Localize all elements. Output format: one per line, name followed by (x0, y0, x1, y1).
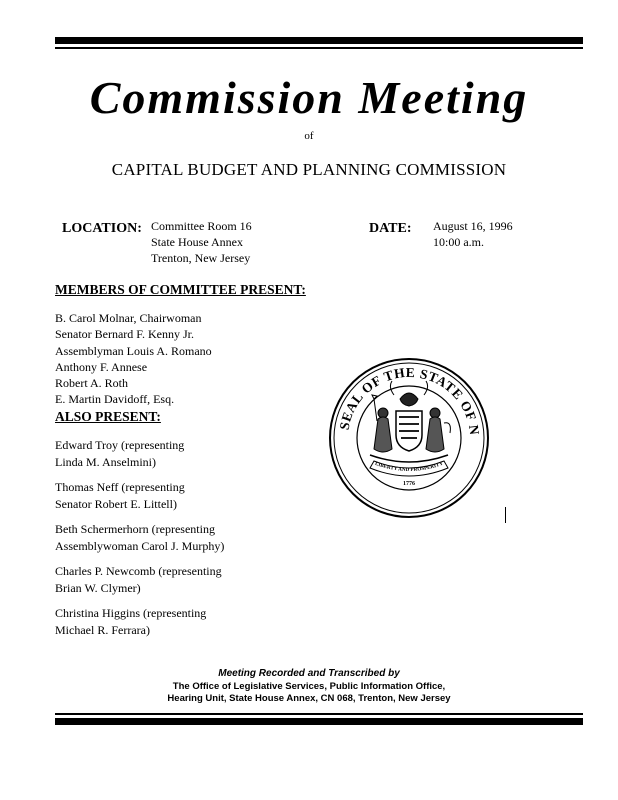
seal-ribbon-text: LIBERTY AND PROSPERITY (374, 460, 444, 474)
members-list (55, 310, 212, 408)
location-line: State House Annex (151, 235, 243, 249)
list-item (55, 521, 224, 554)
also-present-heading: ALSO PRESENT: (55, 409, 161, 424)
attendee-line: Assemblywoman Carol J. Murphy) (55, 538, 225, 553)
attendee-line: Brian W. Clymer) (55, 580, 141, 595)
top-rule-thick (55, 37, 583, 44)
list-item (55, 479, 224, 512)
member-name: B. Carol Molnar, Chairwoman (55, 311, 202, 325)
attendee-line: Michael R. Ferrara) (55, 622, 150, 637)
date-value (433, 218, 513, 250)
member-name: Assemblyman Louis A. Romano (55, 343, 212, 358)
member-name: Robert A. Roth (55, 376, 129, 391)
date-line: 10:00 a.m. (433, 235, 484, 249)
location-line: Trenton, New Jersey (151, 251, 251, 265)
attendee-line: Edward Troy (representing (55, 438, 185, 452)
page-title: Commission Meeting (89, 72, 529, 123)
transcription-credit (0, 668, 618, 706)
location-label: LOCATION: (62, 221, 142, 236)
member-name: Senator Bernard F. Kenny Jr. (55, 327, 195, 342)
attendee-line: Charles P. Newcomb (representing (55, 564, 222, 578)
list-item (55, 605, 224, 638)
date-label: DATE: (369, 221, 412, 236)
state-seal-icon (328, 357, 490, 524)
members-heading: MEMBERS OF COMMITTEE PRESENT: (55, 282, 306, 297)
attendee-line: Christina Higgins (representing (55, 606, 207, 620)
credit-line-2: Hearing Unit, State House Annex, CN 068, Trenton, New Jersey (167, 693, 451, 704)
margin-tick (505, 507, 506, 523)
list-item (55, 437, 224, 470)
member-name: E. Martin Davidoff, Esq. (55, 392, 175, 407)
recorded-by: Meeting Recorded and Transcribed by (218, 668, 400, 679)
top-rule-thin (55, 47, 583, 49)
member-name: Anthony F. Annese (55, 359, 148, 374)
attendee-line: Thomas Neff (representing (55, 480, 185, 494)
also-present-list (55, 437, 224, 647)
commission-name: CAPITAL BUDGET AND PLANNING COMMISSION (111, 160, 507, 179)
date-line: August 16, 1996 (433, 219, 513, 233)
attendee-line: Beth Schermerhorn (representing (55, 522, 215, 536)
credit-line-1: The Office of Legislative Services, Public Information Office, (172, 680, 446, 692)
attendee-line: Senator Robert E. Littell) (55, 496, 177, 511)
bottom-rule-thick (55, 718, 583, 725)
list-item (55, 563, 224, 596)
location-line: Committee Room 16 (151, 219, 252, 233)
seal-year: 1776 (403, 481, 415, 487)
attendee-line: Linda M. Anselmini) (55, 454, 156, 469)
seal-text: SEAL OF THE STATE OF N (336, 364, 483, 437)
location-value (151, 218, 252, 266)
of-label: of (304, 130, 314, 142)
bottom-rule-thin (55, 713, 583, 715)
